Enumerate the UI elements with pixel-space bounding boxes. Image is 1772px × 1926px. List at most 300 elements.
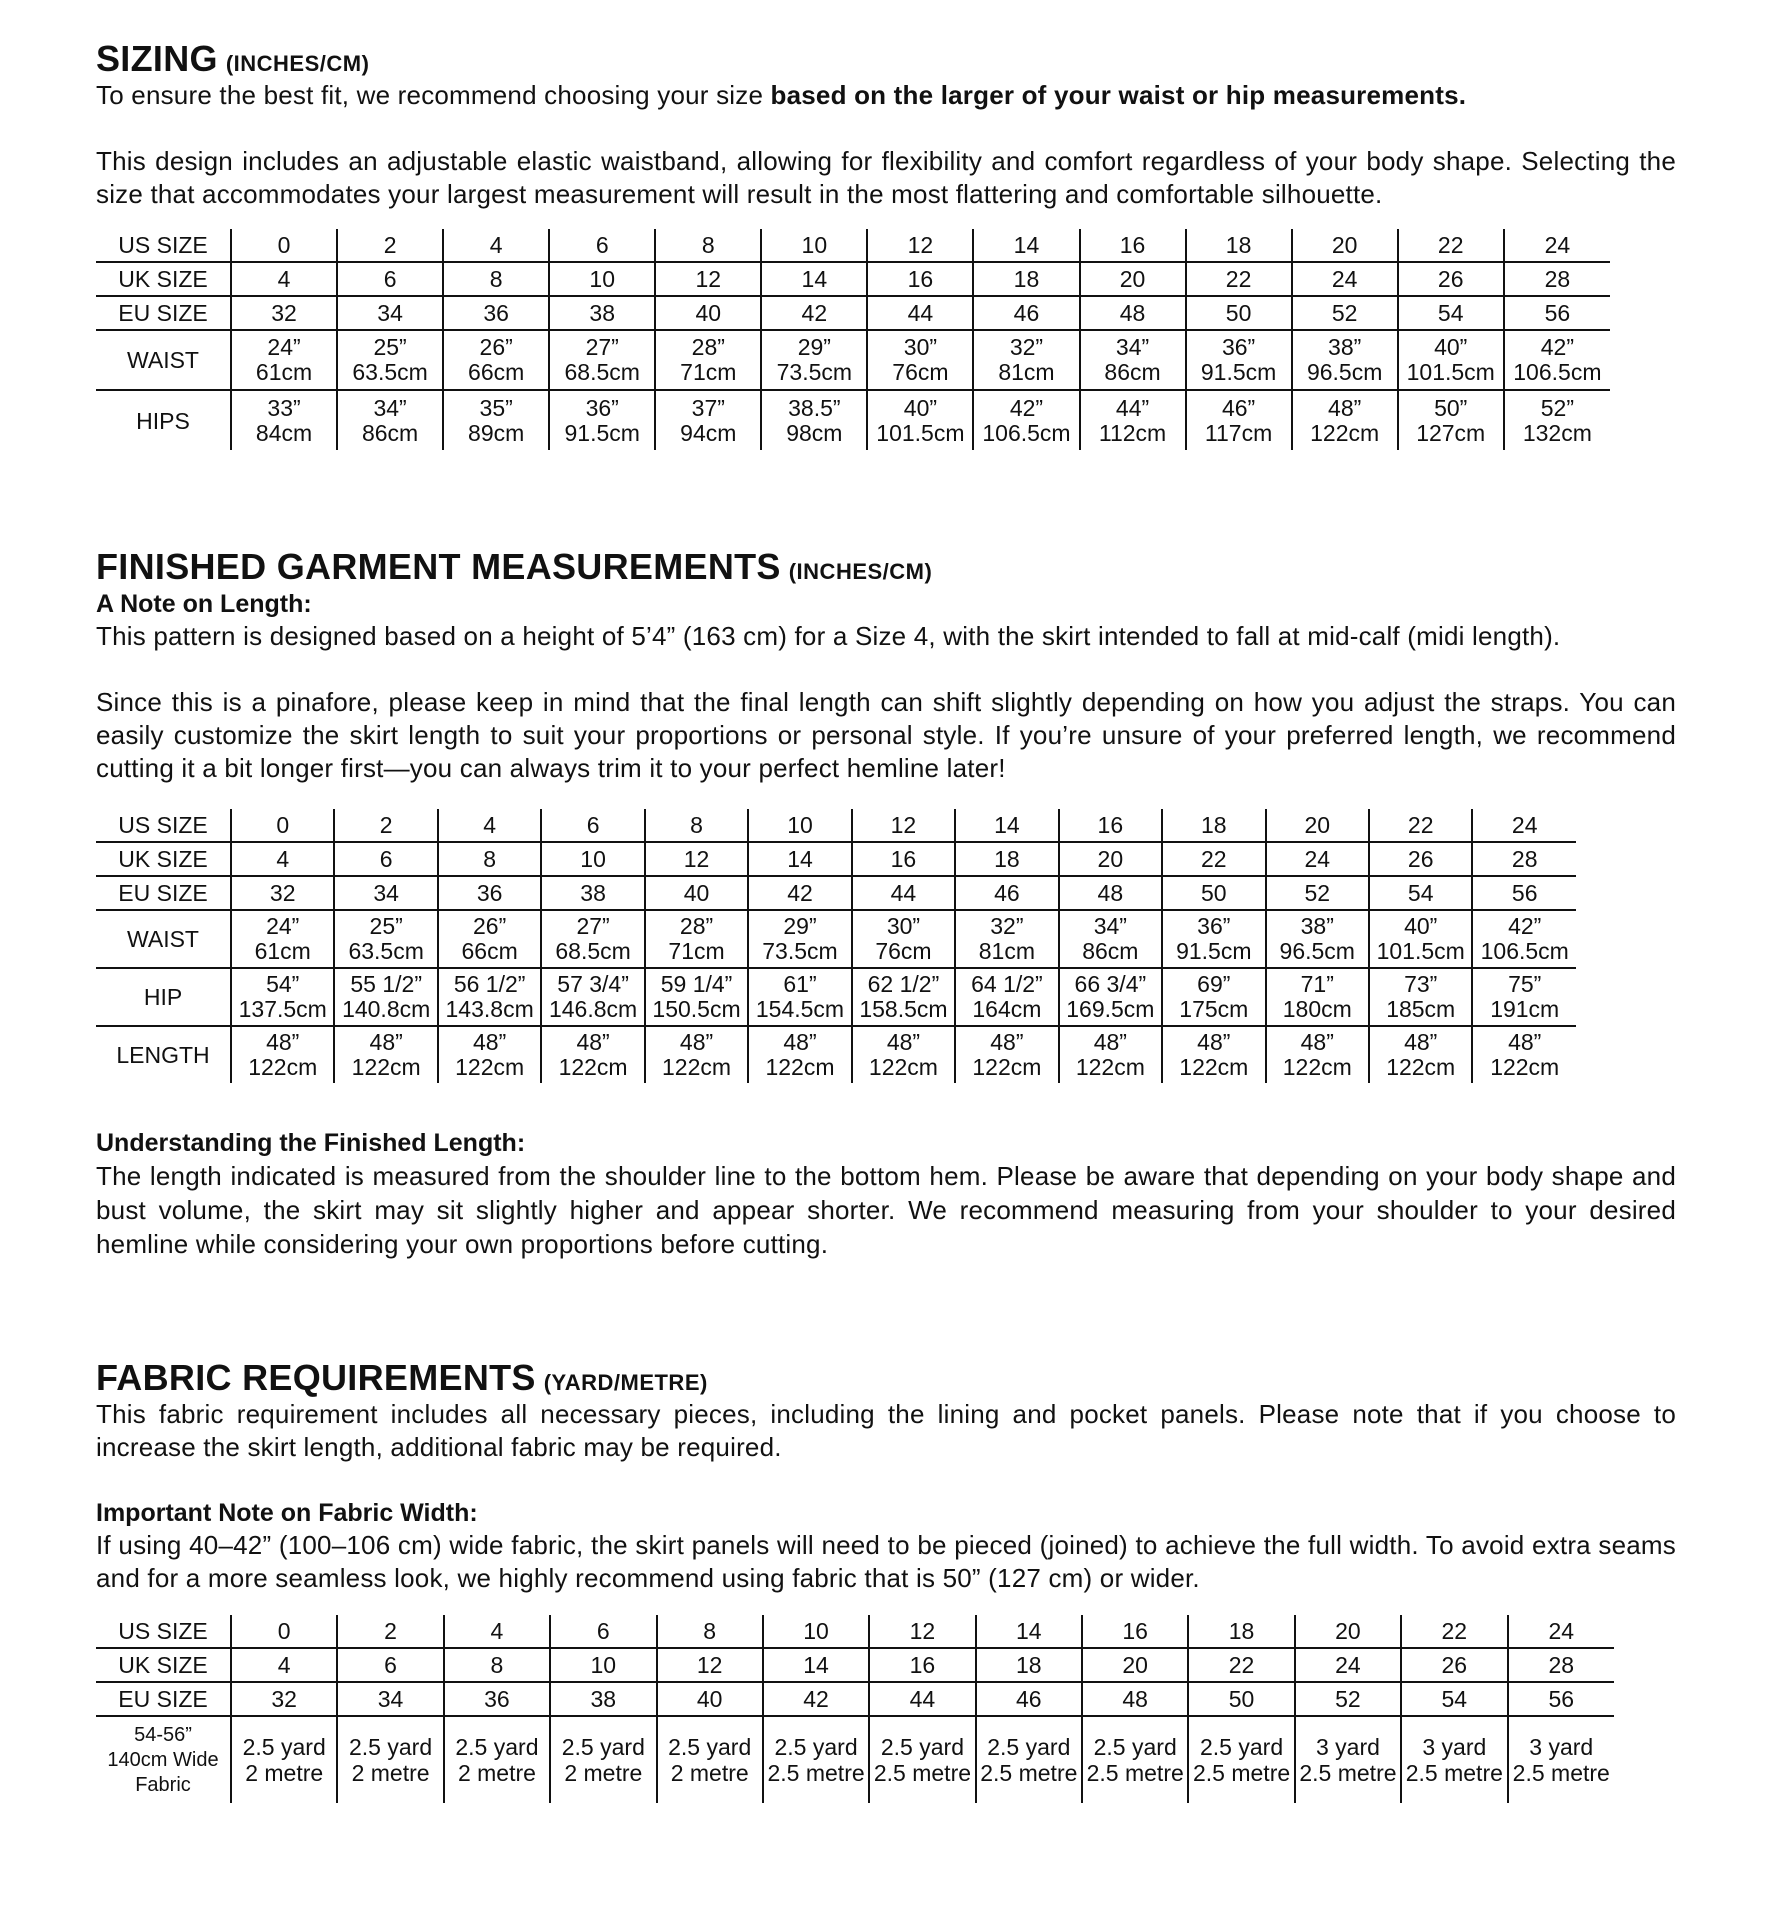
table-cell: 24 xyxy=(1266,842,1369,876)
cell-line: 143.8cm xyxy=(445,995,534,1022)
row-label: HIPS xyxy=(136,407,190,434)
table-cell xyxy=(1186,390,1292,450)
table-cell: 54 xyxy=(1401,1682,1507,1716)
table-cell xyxy=(867,390,973,450)
table-cell: 28 xyxy=(1508,1648,1615,1682)
us-size-row xyxy=(96,229,1610,262)
cell-line: 46” xyxy=(1221,394,1256,421)
cell-line: 154.5cm xyxy=(755,995,845,1022)
table-cell xyxy=(1266,1026,1369,1083)
cell-line: 122cm xyxy=(972,1053,1042,1080)
table-cell xyxy=(1059,1026,1162,1083)
table-cell: 18 xyxy=(955,842,1058,876)
cell-line: 63.5cm xyxy=(348,937,424,964)
eu-size-row xyxy=(96,1682,1614,1716)
table-cell: 10 xyxy=(763,1615,869,1648)
table-cell: 6 xyxy=(334,842,437,876)
table-cell: 10 xyxy=(761,229,867,262)
cell-line: 127cm xyxy=(1416,419,1486,446)
table-cell xyxy=(761,390,867,450)
table-cell xyxy=(443,330,549,390)
cell-line: 48” xyxy=(1197,1028,1231,1055)
row-label: EU SIZE xyxy=(96,876,231,910)
fabric-width-note-paragraph: If using 40–42” (100–106 cm) wide fabric, the skirt panels will need to be pieced (joined) to achieve the full width. To avoid extra seams and for a more seamless look, we highly recommend using fabric that is 50” (127 cm) or wider. xyxy=(96,1530,1676,1594)
understanding-title: Understanding the Finished Length: xyxy=(96,1128,526,1157)
table-cell xyxy=(337,330,443,390)
table-cell: 28 xyxy=(1504,262,1610,296)
cell-line: 63.5cm xyxy=(352,359,428,386)
table-cell xyxy=(438,1026,541,1083)
cell-line: 122cm xyxy=(1490,1053,1560,1080)
table-cell: 20 xyxy=(1295,1615,1401,1648)
cell-line: 101.5cm xyxy=(1406,359,1495,386)
table-cell: 14 xyxy=(748,842,851,876)
table-cell: 44 xyxy=(852,876,955,910)
table-cell: 32 xyxy=(231,1682,337,1716)
cell-line: 48” xyxy=(1328,394,1362,421)
table-cell: 24 xyxy=(1472,809,1576,842)
cell-line: 86cm xyxy=(361,419,419,446)
table-cell xyxy=(1266,968,1369,1026)
cell-line: 2 metre xyxy=(457,1760,536,1787)
table-cell: 46 xyxy=(976,1682,1082,1716)
table-cell xyxy=(541,968,644,1026)
cell-line: 81cm xyxy=(998,359,1055,386)
table-cell: 54 xyxy=(1398,296,1504,330)
table-cell xyxy=(1472,968,1576,1026)
fabric-amount-row xyxy=(96,1716,1614,1803)
table-cell xyxy=(1504,390,1610,450)
table-cell: 44 xyxy=(869,1682,975,1716)
cell-line: 28” xyxy=(691,334,725,361)
table-cell xyxy=(541,910,644,968)
table-cell: 8 xyxy=(657,1615,763,1648)
table-cell: 6 xyxy=(337,262,443,296)
cell-line: 91.5cm xyxy=(1200,359,1277,386)
cell-line: 73.5cm xyxy=(762,937,838,964)
table-cell: 48 xyxy=(1059,876,1162,910)
table-cell xyxy=(1295,1716,1401,1803)
row-label: US SIZE xyxy=(96,809,231,842)
table-cell: 18 xyxy=(1162,809,1265,842)
sizing-units: (INCHES/CM) xyxy=(225,51,370,76)
table-cell: 10 xyxy=(541,842,644,876)
cell-line: 96.5cm xyxy=(1306,359,1383,386)
table-cell: 50 xyxy=(1186,296,1292,330)
table-cell xyxy=(655,390,761,450)
cell-line: 27” xyxy=(585,334,619,361)
table-cell xyxy=(973,330,1079,390)
table-cell: 42 xyxy=(748,876,851,910)
cell-line: 42” xyxy=(1540,334,1574,361)
cell-line: 54” xyxy=(266,970,300,997)
table-cell xyxy=(1059,910,1162,968)
table-cell xyxy=(645,910,748,968)
table-cell: 0 xyxy=(231,809,334,842)
cell-line: 75” xyxy=(1508,970,1542,997)
table-cell: 50 xyxy=(1162,876,1265,910)
waist-row xyxy=(96,910,1576,968)
cell-line: 48” xyxy=(1404,1028,1438,1055)
cell-line: 48” xyxy=(1093,1028,1127,1055)
finished-chart-table xyxy=(96,809,1576,1083)
table-cell: 20 xyxy=(1266,809,1369,842)
table-cell xyxy=(1188,1716,1294,1803)
table-cell xyxy=(955,1026,1058,1083)
cell-line: 48” xyxy=(473,1028,507,1055)
row-label: LENGTH xyxy=(116,1041,210,1068)
table-cell xyxy=(1369,1026,1472,1083)
table-cell: 4 xyxy=(438,809,541,842)
table-cell: 20 xyxy=(1080,262,1186,296)
table-cell: 42 xyxy=(761,296,867,330)
cell-line: 69” xyxy=(1197,970,1231,997)
table-cell: 16 xyxy=(869,1648,975,1682)
cell-line: 81cm xyxy=(978,937,1036,964)
table-cell: 4 xyxy=(443,229,549,262)
fabric-title: FABRIC REQUIREMENTS xyxy=(96,1356,536,1398)
cell-line: 2.5 yard xyxy=(349,1734,433,1761)
table-cell: 8 xyxy=(655,229,761,262)
table-cell: 4 xyxy=(444,1615,550,1648)
table-cell xyxy=(748,910,851,968)
table-cell: 28 xyxy=(1472,842,1576,876)
table-cell xyxy=(334,910,437,968)
cell-line: 68.5cm xyxy=(555,937,631,964)
table-cell: 22 xyxy=(1162,842,1265,876)
table-cell xyxy=(231,390,337,450)
table-cell: 0 xyxy=(231,229,337,262)
table-cell: 36 xyxy=(444,1682,550,1716)
cell-line: 169.5cm xyxy=(1066,995,1155,1022)
table-cell: 10 xyxy=(748,809,851,842)
sizing-heading xyxy=(96,38,1676,79)
cell-line: 122cm xyxy=(1310,419,1380,446)
cell-line: 122cm xyxy=(248,1053,318,1080)
table-cell xyxy=(334,968,437,1026)
cell-line: 122cm xyxy=(1075,1053,1145,1080)
fabric-label-line: 140cm Wide xyxy=(107,1748,219,1771)
table-cell: 24 xyxy=(1504,229,1610,262)
cell-line: 71cm xyxy=(680,359,737,386)
table-cell xyxy=(852,1026,955,1083)
cell-line: 38” xyxy=(1328,334,1362,361)
cell-line: 44” xyxy=(1115,394,1150,421)
eu-size-row xyxy=(96,296,1610,330)
table-cell xyxy=(334,1026,437,1083)
cell-line: 73” xyxy=(1404,970,1438,997)
cell-line: 94cm xyxy=(680,419,737,446)
waist-row xyxy=(96,330,1610,390)
sizing-p1-text: To ensure the best fit, we recommend choosing your size xyxy=(96,80,771,111)
cell-line: 32” xyxy=(1009,334,1044,361)
cell-line: 191cm xyxy=(1490,995,1560,1022)
cell-line: 122cm xyxy=(558,1053,628,1080)
table-cell xyxy=(1369,910,1472,968)
table-cell xyxy=(231,1026,334,1083)
table-cell: 46 xyxy=(973,296,1079,330)
table-cell: 18 xyxy=(976,1648,1082,1682)
cell-line: 137.5cm xyxy=(238,995,327,1022)
cell-line: 48” xyxy=(266,1028,300,1055)
table-cell: 56 xyxy=(1504,296,1610,330)
table-cell: 56 xyxy=(1508,1682,1615,1716)
table-cell: 8 xyxy=(443,262,549,296)
cell-line: 2.5 yard xyxy=(774,1734,858,1761)
table-cell xyxy=(1472,910,1576,968)
cell-line: 2.5 metre xyxy=(1299,1760,1397,1787)
table-cell: 22 xyxy=(1188,1648,1294,1682)
table-cell: 20 xyxy=(1059,842,1162,876)
table-cell xyxy=(438,910,541,968)
table-cell xyxy=(1162,910,1265,968)
table-cell: 14 xyxy=(973,229,1079,262)
cell-line: 71cm xyxy=(668,937,725,964)
table-cell xyxy=(337,390,443,450)
table-cell: 10 xyxy=(549,262,655,296)
cell-line: 2.5 metre xyxy=(980,1760,1078,1787)
cell-line: 73.5cm xyxy=(776,359,853,386)
cell-line: 48” xyxy=(369,1028,403,1055)
table-cell: 2 xyxy=(337,1615,443,1648)
table-cell: 6 xyxy=(541,809,644,842)
cell-line: 34” xyxy=(1115,334,1150,361)
table-cell: 32 xyxy=(231,876,334,910)
cell-line: 62 1/2” xyxy=(867,970,940,997)
cell-line: 84cm xyxy=(255,419,313,446)
table-cell xyxy=(1186,330,1292,390)
table-cell: 4 xyxy=(231,842,334,876)
table-cell: 34 xyxy=(337,296,443,330)
us-size-row xyxy=(96,1615,1614,1648)
row-label: UK SIZE xyxy=(96,262,231,296)
cell-line: 2.5 yard xyxy=(455,1734,539,1761)
table-cell: 40 xyxy=(645,876,748,910)
cell-line: 86cm xyxy=(1104,359,1161,386)
table-cell xyxy=(763,1716,869,1803)
cell-line: 76cm xyxy=(892,359,949,386)
fabric-width-note-title: Important Note on Fabric Width: xyxy=(96,1499,478,1528)
table-cell xyxy=(1266,910,1369,968)
table-cell: 4 xyxy=(231,1648,337,1682)
table-cell xyxy=(1369,968,1472,1026)
cell-line: 35” xyxy=(479,394,513,421)
table-cell xyxy=(1508,1716,1615,1803)
cell-line: 158.5cm xyxy=(859,995,948,1022)
table-cell: 20 xyxy=(1292,229,1398,262)
table-cell: 8 xyxy=(438,842,541,876)
cell-line: 101.5cm xyxy=(1376,937,1465,964)
table-cell: 12 xyxy=(645,842,748,876)
table-cell: 38 xyxy=(549,296,655,330)
table-cell: 12 xyxy=(869,1615,975,1648)
cell-line: 24” xyxy=(267,334,301,361)
cell-line: 34” xyxy=(1093,912,1127,939)
table-cell xyxy=(1059,968,1162,1026)
cell-line: 42” xyxy=(1508,912,1542,939)
table-cell: 10 xyxy=(550,1648,656,1682)
cell-line: 164cm xyxy=(972,995,1042,1022)
row-label: WAIST xyxy=(96,330,231,390)
sizing-title: SIZING xyxy=(96,38,218,79)
finished-paragraph-1: This pattern is designed based on a height of 5’4” (163 cm) for a Size 4, with the skirt intended to fall at mid-calf (midi length). xyxy=(96,620,1561,651)
cell-line: 34” xyxy=(373,394,407,421)
row-label: EU SIZE xyxy=(96,296,231,330)
table-cell xyxy=(657,1716,763,1803)
cell-line: 91.5cm xyxy=(1176,937,1252,964)
table-cell xyxy=(438,968,541,1026)
table-cell xyxy=(976,1716,1082,1803)
table-cell xyxy=(1398,330,1504,390)
cell-line: 2.5 metre xyxy=(1512,1760,1610,1787)
table-cell: 12 xyxy=(657,1648,763,1682)
table-cell xyxy=(1162,1026,1265,1083)
table-cell xyxy=(1504,330,1610,390)
cell-line: 64 1/2” xyxy=(971,970,1043,997)
cell-line: 122cm xyxy=(1386,1053,1456,1080)
table-cell: 22 xyxy=(1186,262,1292,296)
cell-line: 2 metre xyxy=(670,1760,749,1787)
table-cell: 34 xyxy=(334,876,437,910)
cell-line: 55 1/2” xyxy=(350,970,422,997)
cell-line: 112cm xyxy=(1098,419,1167,446)
cell-line: 28” xyxy=(679,912,714,939)
cell-line: 40” xyxy=(1404,912,1438,939)
table-cell: 32 xyxy=(231,296,337,330)
table-cell xyxy=(1080,390,1186,450)
cell-line: 122cm xyxy=(1179,1053,1249,1080)
table-cell: 16 xyxy=(1080,229,1186,262)
table-cell xyxy=(231,968,334,1026)
table-cell xyxy=(748,968,851,1026)
table-cell: 16 xyxy=(1082,1615,1188,1648)
cell-line: 86cm xyxy=(1082,937,1139,964)
table-cell: 8 xyxy=(444,1648,550,1682)
cell-line: 150.5cm xyxy=(652,995,741,1022)
cell-line: 33” xyxy=(267,394,301,421)
cell-line: 2.5 yard xyxy=(561,1734,645,1761)
table-cell: 52 xyxy=(1295,1682,1401,1716)
us-size-row xyxy=(96,809,1576,842)
cell-line: 48” xyxy=(783,1028,817,1055)
table-cell xyxy=(1398,390,1504,450)
cell-line: 36” xyxy=(1197,912,1231,939)
cell-line: 2 metre xyxy=(245,1760,324,1787)
cell-line: 42” xyxy=(1009,394,1044,421)
cell-line: 89cm xyxy=(468,419,525,446)
table-cell: 52 xyxy=(1292,296,1398,330)
cell-line: 3 yard xyxy=(1529,1734,1594,1761)
cell-line: 25” xyxy=(369,912,403,939)
length-row xyxy=(96,1026,1576,1083)
table-cell: 24 xyxy=(1292,262,1398,296)
table-cell: 6 xyxy=(549,229,655,262)
cell-line: 32” xyxy=(990,912,1024,939)
sizing-chart-table xyxy=(96,229,1610,450)
cell-line: 122cm xyxy=(1282,1053,1352,1080)
cell-line: 48” xyxy=(679,1028,714,1055)
table-cell xyxy=(1162,968,1265,1026)
cell-line: 106.5cm xyxy=(1513,359,1602,386)
cell-line: 25” xyxy=(373,334,407,361)
table-cell xyxy=(869,1716,975,1803)
table-cell: 46 xyxy=(955,876,1058,910)
table-cell xyxy=(852,968,955,1026)
uk-size-row xyxy=(96,842,1576,876)
table-cell: 16 xyxy=(867,262,973,296)
table-cell xyxy=(955,968,1058,1026)
cell-line: 52” xyxy=(1540,394,1574,421)
cell-line: 106.5cm xyxy=(982,419,1071,446)
finished-title: FINISHED GARMENT MEASUREMENTS xyxy=(96,546,781,588)
table-cell: 36 xyxy=(443,296,549,330)
fabric-label-line: 54-56” xyxy=(134,1723,192,1746)
cell-line: 48” xyxy=(886,1028,921,1055)
finished-heading xyxy=(96,546,1676,587)
cell-line: 37” xyxy=(691,394,725,421)
table-cell: 36 xyxy=(438,876,541,910)
cell-line: 36” xyxy=(1221,334,1256,361)
cell-line: 61cm xyxy=(255,359,313,386)
cell-line: 122cm xyxy=(868,1053,938,1080)
cell-line: 122cm xyxy=(765,1053,835,1080)
cell-line: 29” xyxy=(783,912,817,939)
cell-line: 2.5 yard xyxy=(880,1734,964,1761)
table-cell: 50 xyxy=(1188,1682,1294,1716)
table-cell xyxy=(1080,330,1186,390)
cell-line: 2.5 metre xyxy=(873,1760,972,1787)
table-cell xyxy=(852,910,955,968)
cell-line: 26” xyxy=(479,334,513,361)
table-cell xyxy=(1472,1026,1576,1083)
table-cell: 24 xyxy=(1508,1615,1615,1648)
cell-line: 2.5 yard xyxy=(987,1734,1071,1761)
cell-line: 91.5cm xyxy=(564,419,640,446)
cell-line: 68.5cm xyxy=(564,359,640,386)
row-label: HIP xyxy=(96,968,231,1026)
table-cell: 22 xyxy=(1401,1615,1507,1648)
cell-line: 2.5 yard xyxy=(242,1734,326,1761)
table-cell xyxy=(549,330,655,390)
cell-line: 36” xyxy=(585,394,619,421)
cell-line: 2.5 metre xyxy=(767,1760,865,1787)
table-cell xyxy=(1401,1716,1507,1803)
cell-line: 122cm xyxy=(351,1053,421,1080)
fabric-chart-table xyxy=(96,1615,1614,1803)
table-cell: 18 xyxy=(1188,1615,1294,1648)
cell-line: 2.5 metre xyxy=(1192,1760,1291,1787)
cell-line: 61” xyxy=(783,970,817,997)
table-cell: 22 xyxy=(1369,809,1472,842)
cell-line: 185cm xyxy=(1386,995,1456,1022)
fabric-heading xyxy=(96,1357,1676,1398)
cell-line: 30” xyxy=(886,912,921,939)
table-cell xyxy=(443,390,549,450)
cell-line: 122cm xyxy=(455,1053,525,1080)
uk-size-row xyxy=(96,1648,1614,1682)
row-label: US SIZE xyxy=(96,1615,231,1648)
table-cell xyxy=(231,910,334,968)
table-cell: 16 xyxy=(852,842,955,876)
row-label: US SIZE xyxy=(96,229,231,262)
eu-size-row xyxy=(96,876,1576,910)
cell-line: 117cm xyxy=(1204,419,1273,446)
sizing-p1-bold: based on the larger of your waist or hip measurements. xyxy=(770,80,1467,111)
cell-line: 50” xyxy=(1434,394,1468,421)
cell-line: 66cm xyxy=(468,359,525,386)
row-label: UK SIZE xyxy=(96,842,231,876)
table-cell: 2 xyxy=(337,229,443,262)
